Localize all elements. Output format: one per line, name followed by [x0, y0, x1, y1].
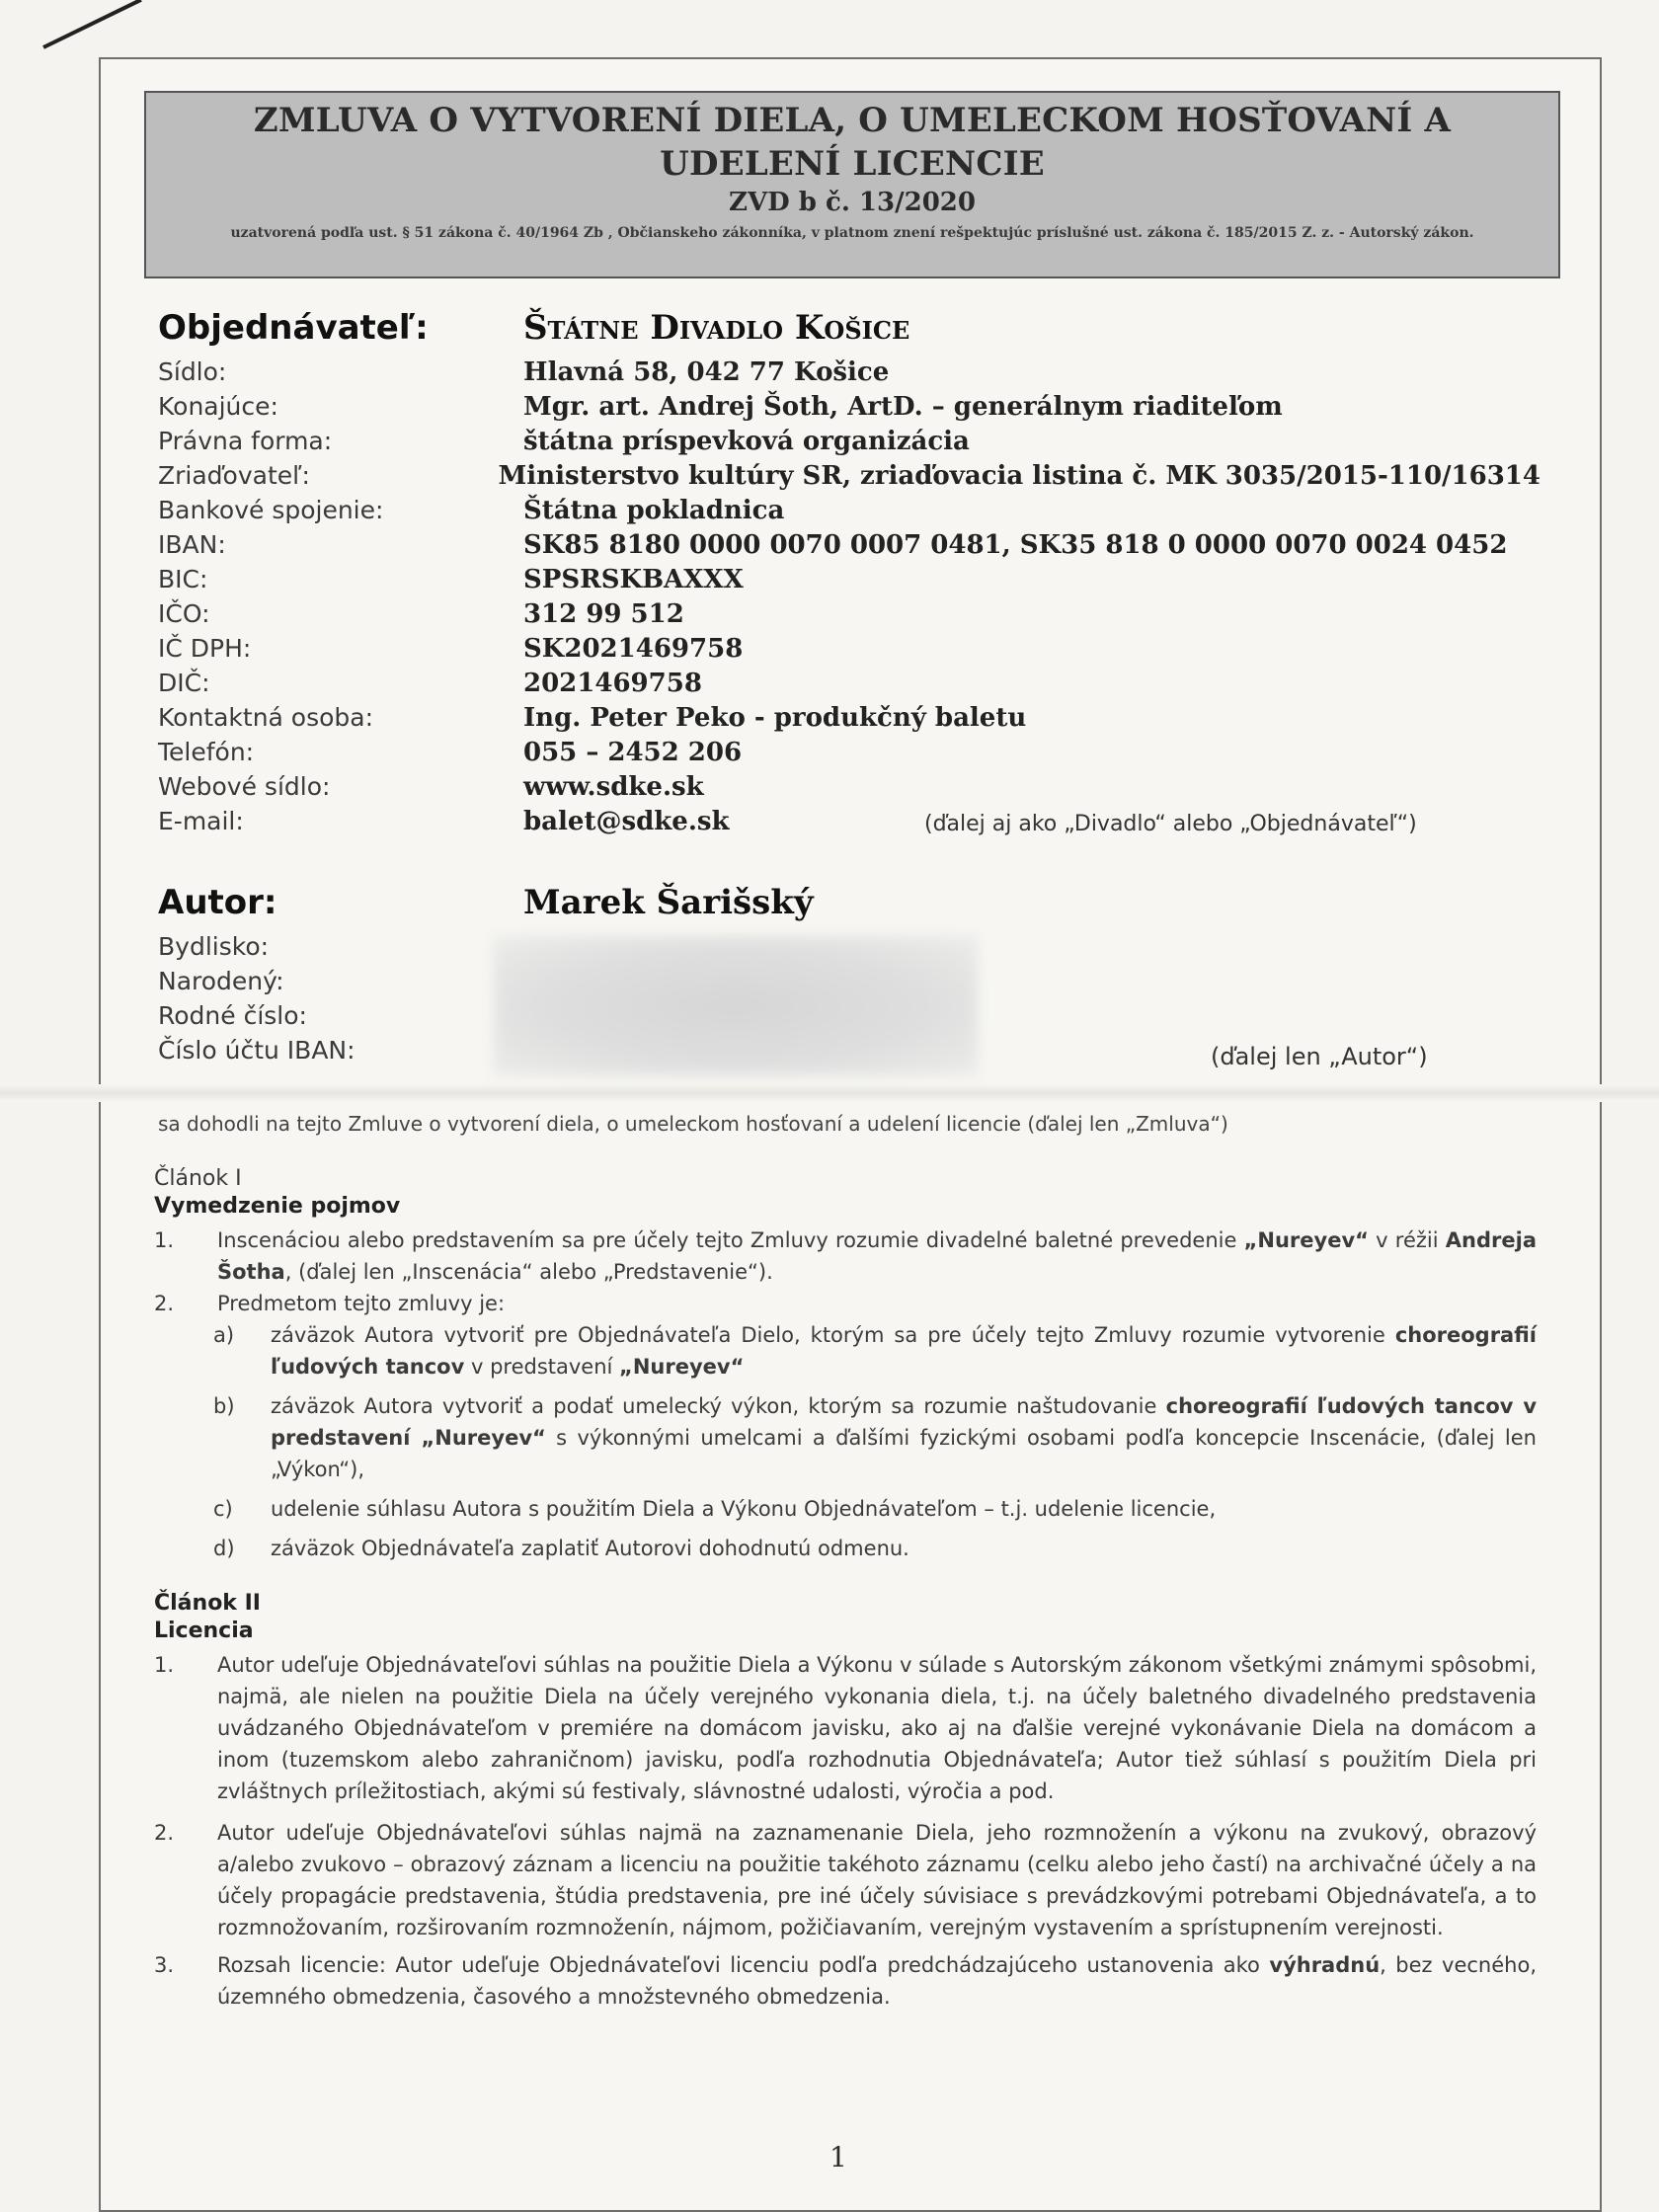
- field-value: Mgr. art. Andrej Šoth, ArtD. – generálnym riaditeľom: [523, 392, 1283, 422]
- pen-mark: [42, 0, 142, 49]
- sub-item: c) udelenie súhlasu Autora s použitím Diela a Výkonu Objednávateľom – t.j. udelenie licencie,: [213, 1497, 1217, 1521]
- list-item: 2. Autor udeľuje Objednávateľovi súhlas najmä na zaznamenanie Diela, jeho rozmnoženín a výkonu na zvukový, obrazový a/alebo zvukovo – obrazový záznam a licenciu na použitie takéhoto záznamu (celku alebo jeho častí) na archivačné účely a na účely propagácie predstavenia, štúdia predstavenia, pre iné účely súvisiace s prevádzkovými potrebami Objednávateľa, a to rozmnožovaním, rozširovaním rozmnoženín, nájmom, požičiavaním, verejným vystavením a sprístupnením verejnosti.: [154, 1821, 1537, 1939]
- field-value: balet@sdke.sk: [523, 807, 730, 836]
- field-value: Ministerstvo kultúry SR, zriaďovacia listina č. MK 3035/2015-110/16314: [498, 461, 1540, 491]
- field-value: Ing. Peter Peko - produkčný baletu: [523, 703, 1027, 733]
- field-value: Hlavná 58, 042 77 Košice: [523, 357, 890, 387]
- sub-item: a) záväzok Autora vytvoriť pre Objednávateľa Dielo, ktorým sa pre účely tejto Zmluvy rozumie vytvorenie choreografií ľudových tancov v predstavení „Nureyev“: [213, 1323, 1537, 1379]
- field-label: Kontaktná osoba:: [158, 703, 374, 732]
- list-item: 2. Predmetom tejto zmluvy je:: [154, 1292, 506, 1315]
- autor-suffix: (ďalej len „Autor“): [1211, 1043, 1428, 1070]
- article-1: [154, 1165, 1537, 1564]
- field-label: E-mail:: [158, 807, 244, 835]
- field-label: Konajúce:: [158, 392, 278, 421]
- field-value: 055 – 2452 206: [523, 738, 743, 767]
- paper-fold: [0, 1084, 1659, 1102]
- field-label: IČO:: [158, 599, 210, 628]
- field-label: IČ DPH:: [158, 634, 252, 663]
- autor-name: Marek Šarišský: [523, 883, 814, 922]
- objednavatel-block: [158, 308, 1540, 841]
- article-2-label: Článok II: [154, 1591, 261, 1616]
- objednavatel-name: Štátne Divadlo Košice: [523, 308, 910, 348]
- field-label: Telefón:: [158, 738, 255, 766]
- contract-number: ZVD b č. 13/2020: [729, 188, 976, 217]
- field-value: štátna príspevková organizácia: [523, 427, 970, 456]
- article-1-title: Vymedzenie pojmov: [154, 1194, 401, 1219]
- field-value: www.sdke.sk: [523, 772, 704, 802]
- contract-legal-note: uzatvorená podľa ust. § 51 zákona č. 40/1964 Zb , Občianskeho zákonníka, v platnom znení rešpektujúc príslušné ust. zákona č. 185/2015 Z. z. - Autorský zákon.: [230, 225, 1474, 241]
- field-label: Rodné číslo:: [158, 1001, 307, 1030]
- page-number: 1: [830, 2141, 847, 2173]
- field-label: IBAN:: [158, 530, 226, 559]
- contract-title: ZMLUVA O VYTVORENÍ DIELA, O UMELECKOM HOSŤOVANÍ A UDELENÍ LICENCIE: [253, 101, 1452, 184]
- field-label: Narodený:: [158, 967, 284, 995]
- field-label: Číslo účtu IBAN:: [158, 1036, 356, 1065]
- objednavatel-suffix: (ďalej aj ako „Divadlo“ alebo „Objednávateľ“): [924, 812, 1417, 836]
- field-label: Právna forma:: [158, 427, 333, 455]
- redacted-personal-data: [494, 936, 978, 1076]
- field-value: SPSRSKBAXXX: [523, 565, 744, 594]
- list-item: 3. Rozsah licencie: Autor udeľuje Objednávateľovi licenciu podľa predchádzajúceho ustanovenia ako výhradnú, bez vecného, územného obmedzenia, časového a množstevného obmedzenia.: [154, 1953, 1537, 2009]
- field-label: Zriaďovateľ:: [158, 461, 310, 490]
- list-item: 1. Inscenáciou alebo predstavením sa pre účely tejto Zmluvy rozumie divadelné baletné prevedenie „Nureyev“ v réžii Andreja Šotha, (ďalej len „Inscenácia“ alebo „Predstavenie“).: [154, 1228, 1537, 1284]
- sub-item: b) záväzok Autora vytvoriť a podať umelecký výkon, ktorým sa rozumie naštudovanie choreografií ľudových tancov v predstavení „Nureyev“ s výkonnými umelcami a ďalšími fyzickými osobami podľa koncepcie Inscenácie, (ďalej len „Výkon“),: [213, 1394, 1538, 1481]
- field-label: Bankové spojenie:: [158, 496, 384, 524]
- objednavatel-heading: Objednávateľ:: [158, 308, 429, 348]
- field-value: SK85 8180 0000 0070 0007 0481, SK35 818 0 0000 0070 0024 0452: [523, 530, 1508, 560]
- article-1-label: Článok I: [154, 1166, 242, 1191]
- field-label: Bydlisko:: [158, 932, 270, 961]
- article-2-title: Licencia: [154, 1619, 254, 1643]
- field-value: SK2021469758: [523, 634, 744, 664]
- title-box: [144, 91, 1560, 278]
- list-item: 1. Autor udeľuje Objednávateľovi súhlas na použitie Diela a Výkonu v súlade s Autorským zákonom všetkými známymi spôsobmi, najmä, ale nielen na použitie Diela na účely verejného vykonania diela, t.j. na účely baletného divadelného predstavenia uvádzaného Objednávateľom v premiére na domácom javisku, ako aj na ďalšie verejné vykonávanie Diela na domácom a inom (tuzemskom alebo zahraničnom) javisku, podľa rozhodnutia Objednávateľa; Autor tiež súhlasí s použitím Diela pri zvláštnych príležitostiach, akými sú festivaly, slávnostné udalosti, výročia a pod.: [154, 1653, 1537, 1803]
- field-value: Štátna pokladnica: [523, 496, 785, 525]
- field-label: Webové sídlo:: [158, 772, 331, 801]
- autor-heading: Autor:: [158, 883, 277, 922]
- field-value: 2021469758: [523, 669, 702, 698]
- field-label: BIC:: [158, 565, 208, 593]
- article-2: [154, 1590, 1537, 2013]
- field-label: DIČ:: [158, 669, 210, 697]
- agreement-sentence: sa dohodli na tejto Zmluve o vytvorení diela, o umeleckom hosťovaní a udelení licencie (ďalej len „Zmluva“): [158, 1112, 1228, 1136]
- sub-item: d) záväzok Objednávateľa zaplatiť Autorovi dohodnutú odmenu.: [213, 1537, 909, 1560]
- field-label: Sídlo:: [158, 357, 227, 386]
- field-value: 312 99 512: [523, 599, 684, 629]
